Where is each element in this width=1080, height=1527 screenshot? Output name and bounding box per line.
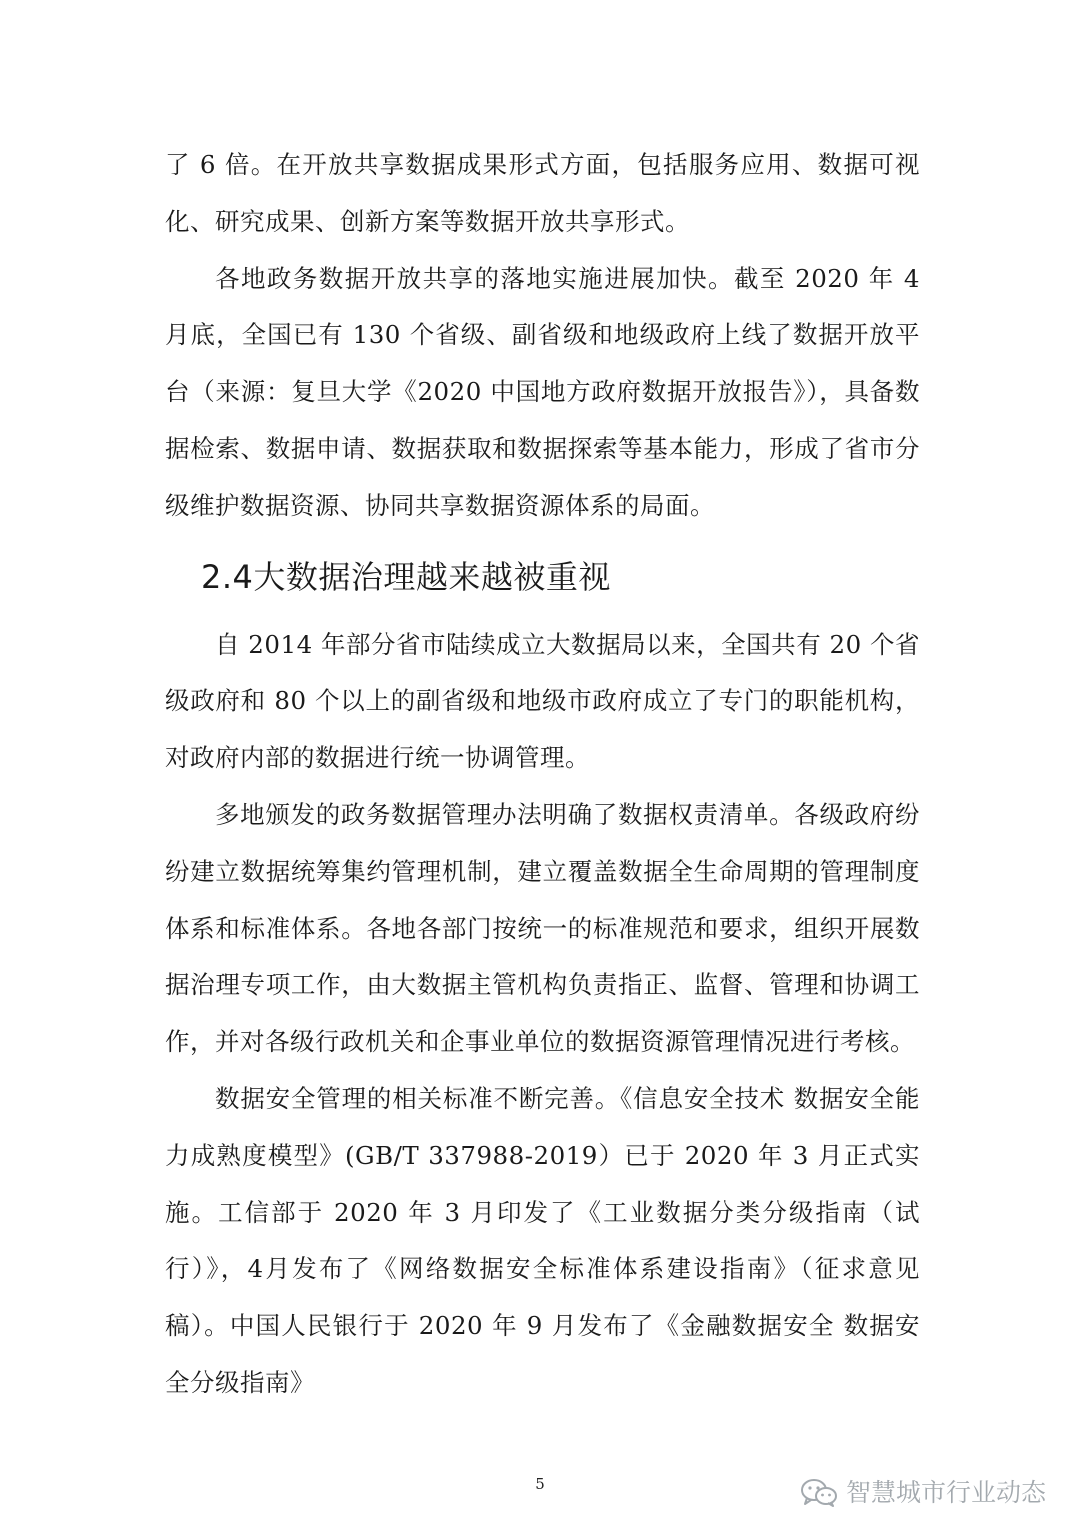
watermark bbox=[800, 1478, 1046, 1508]
paragraph-4: 多地颁发的政务数据管理办法明确了数据权责清单。各级政府纷纷建立数据统筹集约管理机制，建立覆盖数据全生命周期的管理制度体系和标准体系。各地各部门按统一的标准规范和要求，组织开展数据治理专项工作，由大数据主管机构负责指正、监督、管理和协调工作，并对各级行政机关和企事业单位的数据资源管理情况进行考核。 bbox=[165, 799, 920, 1057]
paragraph-2: 各地政务数据开放共享的落地实施进展加快。截至 2020 年 4 月底，全国已有 130 个省级、副省级和地级政府上线了数据开放平台（来源：复旦大学《2020 中国地方政府数据开放报告》），具备数据检索、数据申请、数据获取和数据探索等基本能力，形成了省市分级维护数据资源、协同共享数据资源体系的局面。 bbox=[165, 263, 920, 520]
watermark-text: 智慧城市行业动态 bbox=[845, 1478, 1046, 1507]
page-number: 5 bbox=[535, 1475, 545, 1493]
section-heading: 2.4大数据治理越来越被重视 bbox=[201, 557, 611, 596]
paragraph-5: 数据安全管理的相关标准不断完善。《信息安全技术 数据安全能力成熟度模型》(GB/T 337988-2019）已于 2020 年 3 月正式实施。工信部于 2020 年 3 月印发了《工业数据分类分级指南（试行）》，4月发布了《网络数据安全标准体系建设指南》（征求意见稿）。中国人民银行于 2020 年 9 月发布了《金融数据安全 数据安全分级指南》 bbox=[165, 1083, 920, 1397]
paragraph-3: 自 2014 年部分省市陆续成立大数据局以来，全国共有 20 个省级政府和 80 个以上的副省级和地级市政府成立了专门的职能机构，对政府内部的数据进行统一协调管理。 bbox=[165, 629, 920, 773]
wechat-icon bbox=[800, 1478, 838, 1508]
paragraph-1: 了 6 倍。在开放共享数据成果形式方面，包括服务应用、数据可视化、研究成果、创新方案等数据开放共享形式。 bbox=[165, 150, 920, 236]
document-body bbox=[165, 137, 920, 1412]
